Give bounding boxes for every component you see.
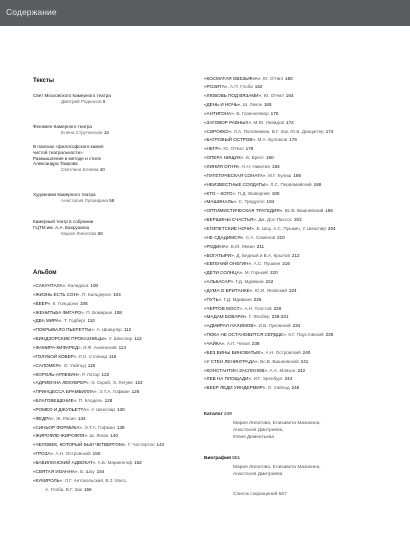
album-entry-author: Д. Бедный и В.А. Крылов [236,252,290,258]
album-entry-title: «МАДАМ БОВАРИ». [204,314,249,320]
album-entry [204,261,290,267]
album-entry-page: 212 [291,252,300,258]
album-entry [45,487,92,493]
album-entry [204,288,297,294]
album-entry-title: «САКУНТАЛА». [33,283,68,288]
album-entry-author: Ж. Расин [56,415,76,421]
album-entry-page: 100 [90,283,99,288]
album-entry [33,407,125,413]
album-entry-author: И.Г. Эренбург [253,376,283,382]
album-entry-title: «ПАТЕТИЧЕСКАЯ СОНАТА». [204,172,268,178]
album-entry-title: «ФЕДРА». [33,415,57,421]
album-entry-author: К. Гольдони [52,300,78,306]
album-entry-title: «КУКИРОЛЬ». [33,477,65,483]
album-entry-page: 174 [325,128,334,134]
album-entry-title: «АДМИРАЛ НАХИМОВ». [204,323,259,329]
album-entry-title: «ЕВГЕНИЙ ОНЕГИН». [204,261,254,267]
album-entry-author: Дж. Дос-Пассос [258,217,292,223]
text-item [33,124,109,136]
album-entry-author: А.Н. Толстой [244,305,272,311]
author-line: Анастасия Дмитриева [233,472,283,477]
album-entry-page: 204 [327,225,336,231]
album-entry-title: «ЖЕНИТЬБА ФИГАРО». [33,309,87,315]
album-entry-page: 172 [286,119,294,125]
album-entry-author: А.С. Пушкин [253,261,281,267]
album-heading: Альбом [33,270,57,276]
album-entry [33,416,86,422]
album-entry [33,389,139,395]
album-entry-page: 178 [245,146,254,152]
album-entry-page: 118 [87,362,96,368]
album-entry-author: Г.Д. Мдивани [235,279,264,285]
album-entry [204,191,279,197]
album-entry-page: 126 [131,389,140,395]
album-entry-page: 186 [293,172,302,178]
album-entry [33,345,126,351]
album-entry [204,120,294,126]
album-entry-page: 242 [297,367,306,373]
album-entry [33,451,100,457]
album-entry [33,478,127,484]
album-entry-author: К.Г. Паустовский [288,332,324,338]
album-entry-author: Ю. О'Нил [262,75,284,81]
album-entry-page: 116 [109,353,117,359]
text-item-title: Свет Московского Камерного театра [33,93,111,98]
catalog-page: 249 [223,412,232,417]
album-entry-title: «СИНЬОР ФОРМИКА». [33,424,85,430]
album-entry [204,323,300,329]
album-entry [33,372,109,378]
album-entry-page: 128 [104,398,113,404]
text-item-title: Камерный театр в собрании [33,219,94,224]
author-line: Мария Липатова, Елизавета Мазихина, [233,421,321,426]
album-entry [204,314,289,320]
album-entry [204,155,274,161]
album-entry-title: «КТО – КОГО». [204,190,238,196]
album-entry-page: 106 [79,300,88,306]
album-entry-title: «РОМЕО И ДЖУЛЬЕТТА». [33,406,92,412]
album-entry-author: М. Горький [244,270,268,276]
album-entry-page: 234 [292,323,301,329]
album-entry-author: Н.Н. Никитин [241,164,271,169]
album-entry-author: А.П. Чехов [226,341,250,346]
text-item [33,144,105,173]
album-entry-title: «ЗАГОВОР РАВНЫХ». [204,119,254,125]
album-entry-title: «ПОКА НЕ ОСТАНОВИТСЯ СЕРДЦЕ». [204,332,289,338]
album-entry-title: «ФАМИРА-КИФАРЕД». [33,344,84,350]
album-entry-title: «КОСМАТАЯ ОБЕЗЬЯНА». [204,75,263,81]
album-entry-author: А. Шницлер [96,327,122,333]
album-entry [204,350,310,356]
album-entry-author: Т. Годберг [63,318,86,324]
album-entry [204,226,336,232]
album-entry-author: С. Тредуэлл [238,199,265,205]
album-entry [204,359,308,365]
album-entry-page: 108 [114,309,122,315]
biography-title: Биография [204,456,231,461]
album-entry-page: 160 [285,75,293,81]
album-entry-title: «ЧЕРТОВ МОСТ». [204,305,245,311]
album-entry-title: «ВИНДЗОРСКИЕ ПРОКАЗНИЦЫ». [33,336,109,342]
text-item [33,93,111,105]
album-entry-author: М.А. Булгаков [257,137,288,143]
album-entry-author: Э.Т.А. Гофман [99,389,130,395]
album-entry-title: «ЧЕЛОВЕК, КОТОРЫЙ БЫЛ ЧЕТВЕРГОМ». [33,442,128,448]
album-entry-page: 152 [134,460,142,465]
album-entry [33,283,98,289]
album-entry-page: 228-231 [271,314,289,320]
album-entry-title: «КОНСТАНТИН ЗАСЛОНОВ». [204,367,270,373]
album-entry-author: П. Кальдерон [82,291,112,297]
album-entry [204,146,253,152]
text-item-page: 16 [102,129,109,135]
album-entry-author: Ю.И. Яновский [254,287,287,293]
album-entry-title: «ВАВИЛОНСКИЙ АДВОКАТ». [33,460,98,465]
album-entry-page: 246 [291,385,300,391]
texts-heading: Тексты [33,78,55,84]
album-entry-page: 144 [156,442,165,448]
album-entry-title: «КОРОЛЬ-АРЛЕКИН». [33,371,83,377]
album-entry-author: А.П. Глоба [230,84,253,90]
album-entry-author: М.Г. Кулиш [267,172,292,178]
album-entry-page: 244 [284,376,293,382]
album-entry-title: «ЖИРОФЛЕ-ЖИРОФЛЯ». [33,433,90,439]
text-item-title: ГЦТМ им. А.А. Бахрушина [33,224,90,230]
text-item-title: чистой театральности». [33,149,84,155]
album-entry-title: «ДЕНЬ И НОЧЬ». [204,102,243,108]
album-entry-title: «ОПЕРА НИЩИХ». [204,155,246,161]
album-entry-author: Э. Скриб, Э. Легуве [91,380,133,386]
album-entry-title: «ПУТЬ». [204,296,224,302]
album-entry-author: И.В. Луковский [258,323,291,329]
album-entry [204,376,292,382]
album-entry-page: 238 [251,341,260,346]
text-item-author: Мария Липатова [61,230,97,236]
album-entry-author: У. Шекспир [91,406,115,412]
album-entry [33,460,142,466]
album-entry-author: С.А. Семенов [245,234,276,240]
biography-page: 551 [232,456,241,461]
album-entry-page: 130 [116,406,125,412]
album-entry-page: 224 [288,287,297,293]
album-entry-author: Вс.В. Вишневский [284,208,324,214]
album-entry-author: А.Б. Мариенгоф [97,460,133,465]
album-entry-page: 112 [123,327,132,333]
album-entry-page: 140 [110,433,119,439]
biography-entry [204,456,240,462]
album-entry-title: «ПОКРЫВАЛО ПЬЕРЕТТЫ». [33,327,97,333]
album-entry-title: «РОЗИТА». [204,84,230,90]
album-entry [204,129,333,135]
album-entry [33,398,112,404]
album-entry-title: «САЛОМЕЯ». [33,362,64,368]
album-entry-author: П. Клодель [78,398,103,404]
album-entry [204,368,305,374]
album-entry-author: Э.Т.А. Гофман [84,424,115,430]
album-entry-page: 188 [313,181,322,187]
album-entry-page: 134 [77,415,86,421]
album-entry-page: 122 [101,371,110,377]
album-entry [204,279,273,285]
album-entry-title: «ВЕЕР». [33,300,53,306]
album-entry [204,385,299,391]
album-entry-title: «АНТИГОНА». [204,110,237,116]
album-entry [204,164,280,170]
author-line: Анастасия Дмитриева, [233,428,284,433]
album-entry-page: 222 [265,279,274,285]
album-entry-title: «ГРОЗА». [33,451,56,457]
album-entry-author: Р. Лотар [82,371,100,377]
album-entry-title: «ЛЮБОВЬ ПОД ВЯЗАМИ». [204,93,264,99]
album-entry-page: 216 [282,261,290,267]
album-entry [33,310,122,316]
album-entry-title: «ЛИНИЯ ОГНЯ». [204,164,242,169]
album-entry [33,425,125,431]
catalog-entry [204,412,232,418]
album-entry [204,76,293,82]
album-entry [204,341,259,347]
album-entry [204,84,262,90]
album-entry-author: А.Н. Островский [55,451,91,457]
text-item-author-line [33,231,103,237]
text-item-page: 58 [107,197,115,203]
album-entry-title: «ЖИЗНЬ ЕСТЬ СОН». [33,291,83,297]
album-entry-author: Ю. О'Нил [223,146,244,152]
album-entry-title: «ЕГИПЕТСКИЕ НОЧИ». [204,225,257,231]
text-item-page: 88 [96,230,103,236]
text-item-author: Анастасия Лупандина [61,197,108,203]
album-entry [33,469,104,475]
album-entry-author: Калидаса [67,283,89,288]
album-entry [33,354,116,360]
album-entry [204,253,300,259]
album-entry-page: 211 [256,243,265,249]
album-entry-author: Г. Честертон [127,442,155,448]
album-entry-author: Л.Г. Антокольский, В.З. Масс, [64,477,128,483]
album-entry-page: 104 [113,291,121,297]
text-item-page: 40 [98,167,105,173]
text-item-author: Светлана Еляева [61,167,99,173]
album-entry [33,327,131,333]
album-entry-page: 240 [302,349,311,355]
album-entry-title: «АДРИЕННА ЛЕКУВРЕР». [33,380,92,386]
album-entry-page: 114 [118,344,126,350]
text-item [33,219,103,236]
album-entry-title: «У СТЕН ЛЕНИНГРАДА». [204,358,261,364]
text-item-author-line [33,167,105,173]
text-item-author-line [33,99,111,105]
album-entry-title: «БЕЗ ВИНЫ ВИНОВАТЫЕ». [204,349,266,355]
album-entry-author: М.Ю. Левидов [253,119,285,125]
text-item-author: Елена Струтинская [61,129,103,135]
text-item-title: Художники Камерного театра [33,192,96,197]
album-entry [204,270,278,276]
album-entry-page: 164 [285,93,294,99]
album-entry-author: Г. Флобер [248,314,270,320]
album-entry-page: 154 [96,468,105,474]
album-entry-author: Б. Шоу, А.С. Пушкин, У. Шекспир [256,225,326,231]
header-bar [0,0,410,26]
album-entry-page: 124 [134,380,143,386]
text-item [33,192,114,204]
album-entry-title: «НЕГР». [204,146,224,152]
abbreviations-page: 567 [278,492,287,497]
album-entry-title: «СИРОККО». [204,128,234,134]
album-entry-page: 166 [263,102,272,108]
album-entry-title: «ГОЛУБОЙ КОВЕР». [33,353,79,359]
album-entry-author: И.Ф. Анненский [83,344,117,350]
album-entry [204,137,297,143]
album-entry-author: Ш. Лекок [89,433,109,439]
album-entry [204,332,333,338]
album-entry-author: П. Бомарше [86,309,113,315]
album-entry-author: Б. Брехт [246,155,264,161]
album-entry [33,363,95,369]
album-entry-title: «ДУМА О БРИТАНКЕ». [204,287,255,293]
album-entry [204,306,281,312]
album-entry-page: 241 [300,358,309,364]
album-entry-title: «ЧАЙКА». [204,341,227,346]
album-entry-author: О. Уайльд [267,385,290,391]
text-item-title: Размышления в методе и стиле [33,155,102,161]
album-entry-title: «АЛЬКАСАР». [204,279,236,285]
album-entry-page: 220 [269,270,278,276]
album-entry-title: «БАГРОВЫЙ ОСТРОВ». [204,137,258,143]
album-entry-page: 226 [273,305,282,311]
album-entry-title: «ПРИНЦЕССА БРАМБИЛЛА». [33,389,100,395]
album-entry-title: «ВЕЕР ЛЕДИ УИНДЕРМИР». [204,385,268,391]
abbreviations-entry [233,492,287,498]
album-entry [33,442,164,448]
album-entry-author: Г.Д. Мдивани [223,296,252,302]
album-entry [204,297,261,303]
album-entry [33,380,143,386]
album-entry-author: А. Глоба, В.Г. Зак [45,486,82,492]
album-entry [33,301,88,307]
album-entry-page: 196 [325,208,333,214]
album-entry-title: «СВЯТАЯ ИОАННА». [33,468,81,474]
text-item-author-line [33,198,114,204]
album-entry [204,244,264,250]
album-entry-page: 236 [325,332,334,338]
album-entry [204,217,302,223]
album-entry-author: Л.А. Поповникин, В.Г. Зак, Ю.Б. Данциггер [233,128,324,134]
album-entry-page: 162 [254,84,263,90]
text-item-title: В поисках «философского камня [33,144,104,149]
album-entry-page: 180 [265,155,274,161]
text-item-title: Феномен Камерного театра [33,124,92,129]
album-entry-author: П.Д. Жаворнев [237,190,270,196]
text-item-title: Александра Таирова [33,161,78,167]
album-entry [33,292,121,298]
album-entry-author: В. Газенклевер [236,110,269,116]
album-entry [33,318,95,324]
album-entry [33,336,142,342]
album-entry-page: 112 [134,336,142,342]
album-entry-author: Л.С. Первомайский [270,181,312,187]
album-entry-title: «РОДИНА». [204,243,231,249]
album-entry [204,173,301,179]
album-entry-title: «БЛАГОВЕЩЕНИЕ». [33,398,79,404]
album-entry-author: О. Уайльд [63,362,86,368]
album-entry-author: Л.Н. Столица [78,353,108,359]
album-entry-page: 110 [87,318,95,324]
album-entry-title: «ВЕРШИНЫ СЧАСТЬЯ». [204,217,259,223]
album-entry-page: 170 [270,110,279,116]
album-entry-page: 202 [293,217,302,223]
album-entry-author: Б.М. Левин [230,243,255,249]
album-entry-title: «БОГАТЫРИ». [204,252,237,258]
album-entry [204,102,272,108]
album-entry-page: 138 [116,424,125,430]
album-entry-title: «НЕ СДАДИМСЯ». [204,234,246,240]
album-entry-page: 176 [289,137,297,143]
album-entry-title: «ОПТИМИСТИЧЕСКАЯ ТРАГЕДИЯ». [204,208,285,214]
album-entry [33,433,118,439]
album-entry-author: А.Н. Островский [265,349,301,355]
album-entry [204,235,285,241]
text-item-author-line [33,130,109,136]
text-item-author: Дмитрий Родионов [61,98,102,104]
album-entry-author: А.А. Мовзон [269,367,296,373]
album-entry-page: 194 [266,199,275,205]
album-entry-page: 190 [271,190,280,196]
album-entry-page: 210 [277,234,285,240]
album-entry-page: 156 [83,486,92,492]
album-entry [204,199,274,205]
album-entry-title: «ЛЕВ НА ПЛОЩАДИ». [204,376,254,382]
catalog-title: Каталог [204,412,223,417]
album-entry-title: «МАШИНАЛЬ». [204,199,239,205]
album-entry [204,182,321,188]
album-entry-page: 184 [272,164,280,169]
album-entry-title: «НЕИЗВЕСТНЫЕ СОЛДАТЫ». [204,181,271,187]
author-line: Мария Липатова, Елизавета Мазихина, [233,465,321,470]
album-entry [204,208,333,214]
album-entry-page: 225 [253,296,262,302]
album-entry-author: Б. Шоу [80,468,95,474]
album-entry-title: «ДЕТИ СОЛНЦА». [204,270,245,276]
page-title: Содержание [6,7,57,17]
album-entry-author: У. Шекспир [108,336,133,342]
album-entry-author: Ш. Лекок [242,102,262,108]
author-line: Юлия Дементьева [233,435,275,440]
album-entry-page: 150 [92,451,101,457]
album-entry-author: Вс.В. Вишневский [260,358,299,364]
album-entry-author: Ю. О'Нил [263,93,284,99]
album-entry [204,93,293,99]
abbreviations-title: Список сокращений [233,492,278,497]
text-item-page: 8 [101,98,106,104]
album-entry-title: «ДВА МИРА». [33,318,64,324]
album-entry [204,111,278,117]
